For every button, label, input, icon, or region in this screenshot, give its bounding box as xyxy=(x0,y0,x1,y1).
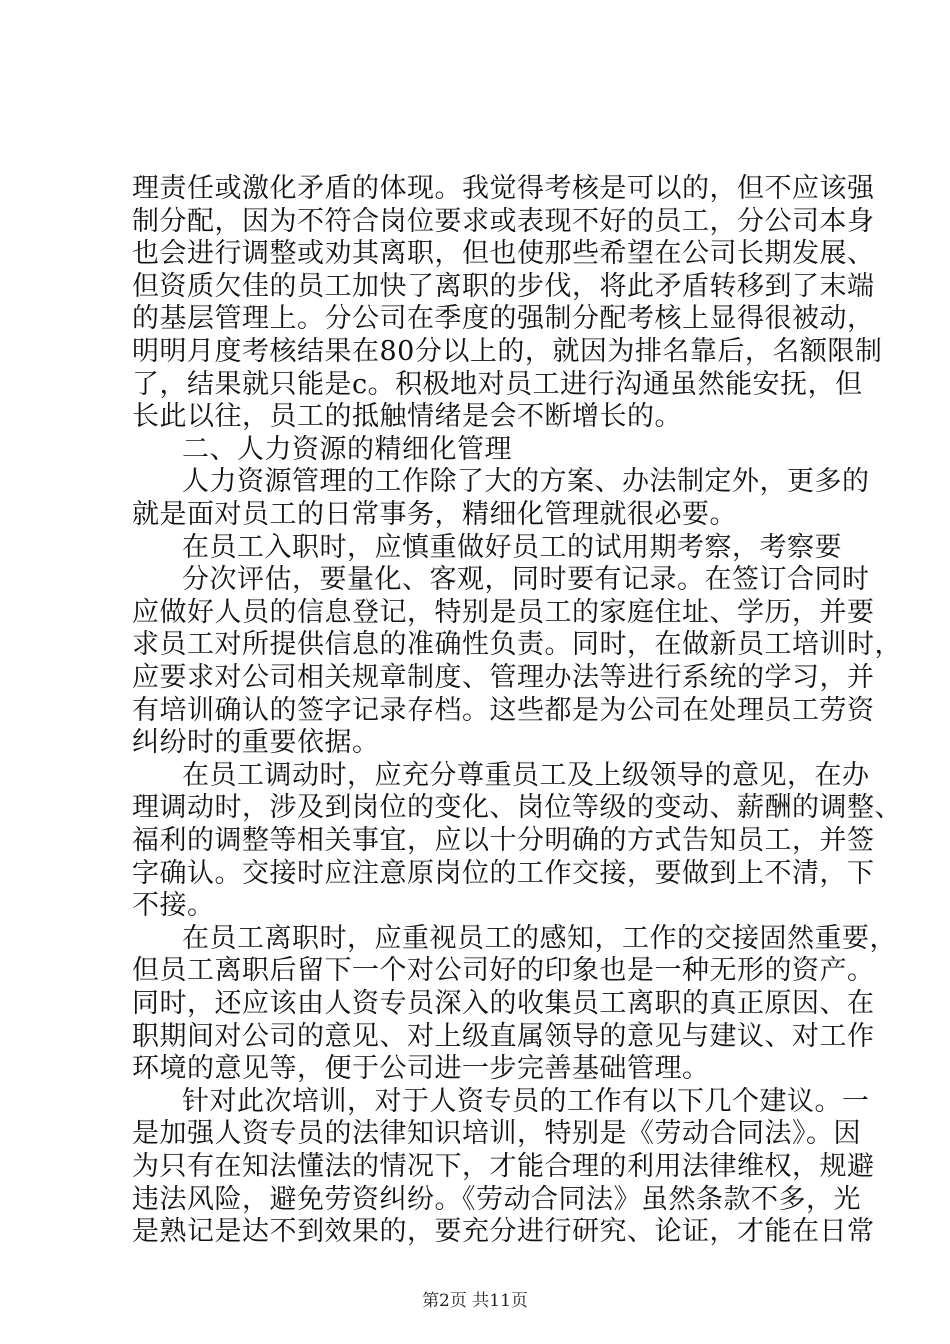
body-text-line: 是加强人资专员的法律知识培训，特别是《劳动合同法》。因 xyxy=(132,1118,861,1150)
page-footer: 第2页 共11页 xyxy=(422,1291,528,1311)
body-text-line: 在员工入职时，应慎重做好员工的试用期考察，考察要 xyxy=(182,531,842,563)
body-text-line: 同时，还应该由人资专员深入的收集员工离职的真正原因、在 xyxy=(132,988,875,1019)
body-text-line: 在员工调动时，应充分尊重员工及上级领导的意见，在办 xyxy=(182,759,870,791)
body-text-line: 但员工离职后留下一个对公司好的印象也是一种无形的资产。 xyxy=(132,955,875,987)
body-text-line: 理调动时，涉及到岗位的变化、岗位等级的变动、薪酬的调整、 xyxy=(132,792,902,824)
body-text-line: 分次评估，要量化、客观，同时要有记录。在签订合同时 xyxy=(182,564,870,596)
body-text-line: 字确认。交接时应注意原岗位的工作交接，要做到上不清，下 xyxy=(132,857,875,889)
body-text-line: 针对此次培训，对于人资专员的工作有以下几个建议。一 xyxy=(182,1085,870,1117)
body-text-line: 理责任或激化矛盾的体现。我觉得考核是可以的，但不应该强 xyxy=(132,173,875,204)
body-text-line: 也会进行调整或劝其离职，但也使那些希望在公司长期发展、 xyxy=(132,238,875,270)
body-text-line: 福利的调整等相关事宜，应以十分明确的方式告知员工，并签 xyxy=(132,825,875,856)
body-text-line: 为只有在知法懂法的情况下，才能合理的利用法律维权，规避 xyxy=(132,1151,875,1182)
body-text-line: 不接。 xyxy=(132,890,215,922)
body-text-line: 职期间对公司的意见、对上级直属领导的意见与建议、对工作 xyxy=(132,1020,875,1052)
body-text-line: 在员工离职时，应重视员工的感知，工作的交接固然重要， xyxy=(182,922,897,954)
body-text-line: 了，结果就只能是c。积极地对员工进行沟通虽然能安抚，但 xyxy=(132,368,863,400)
body-text-line: 应要求对公司相关规章制度、管理办法等进行系统的学习，并 xyxy=(132,662,875,693)
body-text-line: 人力资源管理的工作除了大的方案、办法制定外，更多的 xyxy=(182,466,870,498)
body-text-line: 制分配，因为不符合岗位要求或表现不好的员工，分公司本身 xyxy=(132,205,875,237)
body-text-line: 的基层管理上。分公司在季度的强制分配考核上显得很被动， xyxy=(132,303,875,335)
body-text-line: 明明月度考核结果在80分以上的，就因为排名靠后，名额限制 xyxy=(132,336,883,367)
body-text-line: 应做好人员的信息登记，特别是员工的家庭住址、学历，并要 xyxy=(132,596,875,628)
body-text-line: 求员工对所提供信息的准确性负责。同时，在做新员工培训时， xyxy=(132,629,902,661)
body-text-line: 环境的意见等，便于公司进一步完善基础管理。 xyxy=(132,1053,710,1085)
body-text-line: 但资质欠佳的员工加快了离职的步伐，将此矛盾转移到了末端 xyxy=(132,270,875,302)
section-heading: 二、人力资源的精细化管理 xyxy=(182,433,512,465)
body-text-line: 违法风险，避免劳资纠纷。《劳动合同法》虽然条款不多，光 xyxy=(132,1183,861,1215)
body-text-line: 有培训确认的签字记录存档。这些都是为公司在处理员工劳资 xyxy=(132,694,875,726)
body-text-line: 是熟记是达不到效果的，要充分进行研究、论证，才能在日常 xyxy=(132,1216,875,1248)
body-text-line: 纠纷时的重要依据。 xyxy=(132,727,380,759)
body-text-line: 就是面对员工的日常事务，精细化管理就很必要。 xyxy=(132,499,737,530)
body-text-line: 长此以往，员工的抵触情绪是会不断增长的。 xyxy=(132,401,682,433)
